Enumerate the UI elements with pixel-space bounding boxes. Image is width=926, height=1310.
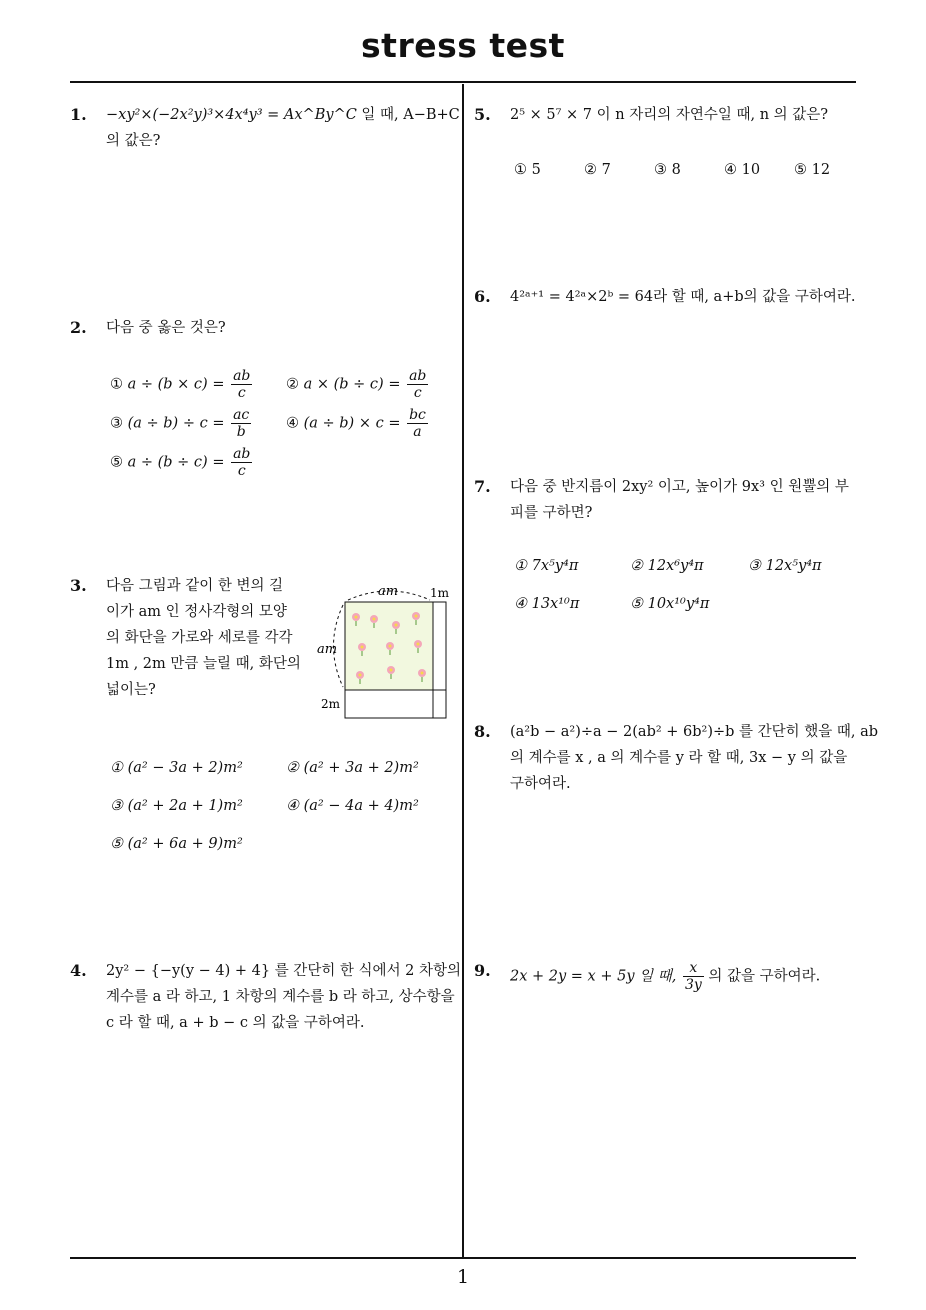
denominator: c [237, 385, 246, 401]
numerator: bc [409, 407, 426, 423]
q6-stem: 4²ᵃ⁺¹ = 4²ᵃ×2ᵇ = 64라 할 때, a+b의 값을 구하여라. [510, 289, 856, 305]
choice-mark: ② [630, 558, 643, 574]
choice-2[interactable] [286, 760, 419, 776]
right-label: 1m [430, 586, 450, 600]
choice-mark: ⑤ [794, 162, 807, 178]
choice-mark: ① [110, 376, 123, 393]
choice-3[interactable] [110, 798, 243, 814]
fraction [231, 368, 252, 401]
numerator: ab [233, 368, 251, 384]
choice-4[interactable] [286, 798, 419, 814]
denominator: b [236, 424, 246, 440]
choice-mark: ③ [110, 415, 123, 432]
choice-mark: ④ [514, 596, 527, 612]
fraction [407, 368, 428, 401]
choice-lhs: a ÷ (b ÷ c) = [127, 454, 225, 471]
q1-expression: −xy²×(−2x²y)³×4x⁴y³ = Ax^By^C [106, 107, 357, 123]
question-number: 4. [70, 961, 87, 980]
denominator: a [413, 424, 422, 440]
choice-mark: ② [584, 162, 597, 178]
q2-stem: 다음 중 옳은 것은? [106, 320, 226, 336]
choice-lhs: (a ÷ b) ÷ c = [127, 415, 225, 432]
choice-5[interactable] [110, 446, 252, 479]
choice-2[interactable] [584, 162, 611, 178]
q3-line-1: 다음 그림과 같이 한 변의 길 [106, 578, 284, 594]
choice-4[interactable] [514, 596, 579, 612]
question-number: 3. [70, 576, 87, 595]
q7-line-2: 피를 구하면? [510, 505, 593, 521]
garden-figure [312, 580, 456, 720]
choice-lhs: a × (b ÷ c) = [303, 376, 401, 393]
choice-lhs: (a ÷ b) × c = [303, 415, 401, 432]
page-title: stress test [361, 26, 565, 65]
bottom-rule [70, 1257, 856, 1259]
top-label: am [378, 584, 399, 599]
q4-line-1: 2y² − {−y(y − 4) + 4} 를 간단히 한 식에서 2 차항의 [106, 963, 462, 979]
choice-3[interactable] [654, 162, 681, 178]
q1-text-a: 일 때, A−B+C [361, 107, 460, 123]
choice-1[interactable] [514, 558, 578, 574]
q9-rhs: 의 값을 구하여라. [708, 968, 821, 985]
numerator: ab [233, 446, 251, 462]
choice-mark: ① [514, 558, 527, 574]
q8-line-1: (a²b − a²)÷a − 2(ab² + 6b²)÷b 를 간단히 했을 때, ab [510, 724, 879, 740]
numerator: ab [409, 368, 427, 384]
q4-line-2: 계수를 a 라 하고, 1 차항의 계수를 b 라 하고, 상수항을 [106, 989, 455, 1005]
page-number: 1 [456, 1266, 470, 1288]
choice-text: 13x¹⁰π [531, 596, 580, 612]
question-number: 8. [474, 722, 491, 741]
numerator: x [683, 960, 704, 977]
choice-mark: ④ [286, 415, 299, 432]
choice-mark: ④ [286, 798, 299, 814]
choice-text: 7x⁵y⁴π [531, 558, 579, 574]
choice-mark: ③ [654, 162, 667, 178]
choice-5[interactable] [794, 162, 830, 178]
column-divider [462, 84, 464, 1258]
q8-line-2: 의 계수를 x , a 의 계수를 y 라 할 때, 3x − y 의 값을 [510, 750, 848, 766]
choice-mark: ⑤ [110, 454, 123, 471]
q9-lhs: 2x + 2y = x + 5y 일 때, [510, 968, 677, 985]
choice-text: 12x⁵y⁴π [765, 558, 822, 574]
numerator: ac [233, 407, 250, 423]
q3-line-2: 이가 am 인 정사각형의 모양 [106, 604, 287, 620]
choice-text: 12x⁶y⁴π [647, 558, 704, 574]
bottom-label: 2m [321, 697, 341, 711]
choice-text: 10x¹⁰y⁴π [647, 596, 710, 612]
question-number: 5. [474, 105, 491, 124]
q1-text-b: 의 값은? [106, 133, 161, 149]
choice-text: 8 [671, 162, 681, 178]
choice-lhs: a ÷ (b × c) = [127, 376, 225, 393]
choice-mark: ① [110, 760, 123, 776]
top-rule [70, 81, 856, 83]
choice-text: 10 [741, 162, 761, 178]
choice-1[interactable] [110, 760, 243, 776]
choice-5[interactable] [630, 596, 709, 612]
denominator: c [237, 463, 246, 479]
choice-mark: ③ [748, 558, 761, 574]
fraction [407, 407, 428, 440]
choice-mark: ⑤ [630, 596, 643, 612]
q3-line-3: 의 화단을 가로와 세로를 각각 [106, 630, 293, 646]
choice-text: (a² − 3a + 2)m² [127, 760, 243, 776]
fraction [683, 960, 704, 993]
choice-mark: ③ [110, 798, 123, 814]
choice-text: (a² + 6a + 9)m² [127, 836, 243, 852]
fraction [231, 407, 251, 440]
choice-text: (a² − 4a + 4)m² [303, 798, 419, 814]
choice-5[interactable] [110, 836, 243, 852]
question-number: 6. [474, 287, 491, 306]
choice-text: 12 [811, 162, 831, 178]
choice-mark: ① [514, 162, 527, 178]
choice-text: (a² + 3a + 2)m² [303, 760, 419, 776]
choice-3[interactable] [110, 407, 251, 440]
q7-line-1: 다음 중 반지름이 2xy² 이고, 높이가 9x³ 인 원뿔의 부 [510, 479, 849, 495]
fraction [231, 446, 252, 479]
q8-line-3: 구하여라. [510, 776, 571, 792]
choice-2[interactable] [630, 558, 704, 574]
choice-mark: ④ [724, 162, 737, 178]
choice-text: 5 [531, 162, 541, 178]
question-number: 7. [474, 477, 491, 496]
q3-line-5: 넓이는? [106, 682, 156, 698]
question-number: 1. [70, 105, 87, 124]
q3-line-4: 1m , 2m 만큼 늘릴 때, 화단의 [106, 656, 301, 672]
question-number: 9. [474, 961, 491, 980]
choice-1[interactable] [514, 162, 541, 178]
choice-mark: ② [286, 760, 299, 776]
choice-1[interactable] [110, 368, 252, 401]
q4-line-3: c 라 할 때, a + b − c 의 값을 구하여라. [106, 1015, 365, 1031]
denominator: c [413, 385, 422, 401]
choice-mark: ⑤ [110, 836, 123, 852]
choice-3[interactable] [748, 558, 822, 574]
choice-mark: ② [286, 376, 299, 393]
choice-text: (a² + 2a + 1)m² [127, 798, 243, 814]
q5-stem: 2⁵ × 5⁷ × 7 이 n 자리의 자연수일 때, n 의 값은? [510, 107, 829, 123]
denominator: 3y [684, 977, 702, 993]
choice-4[interactable] [724, 162, 760, 178]
question-number: 2. [70, 318, 87, 337]
choice-2[interactable] [286, 368, 428, 401]
choice-4[interactable] [286, 407, 428, 440]
choice-text: 7 [601, 162, 611, 178]
side-label: am [317, 642, 338, 657]
